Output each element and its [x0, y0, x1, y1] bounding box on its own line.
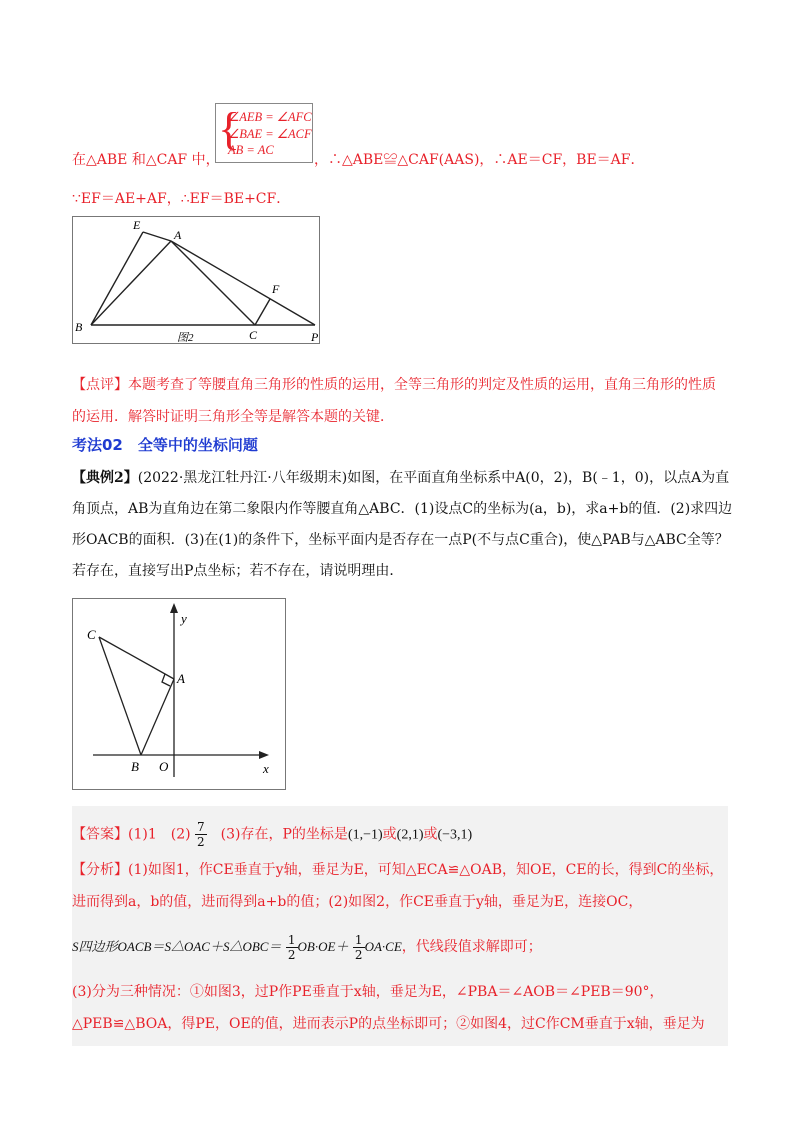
example-line-3: 形OACB的面积．(3)在(1)的条件下，坐标平面内是否存在一点P(不与点C重合)，使△PAB与△ABC全等？ — [72, 532, 729, 548]
formula-mid: OB·OE＋ — [297, 939, 349, 954]
fraction-numerator: 7 — [197, 820, 205, 834]
answer-or-1: 或 — [382, 826, 397, 843]
analysis-line-4: △PEB≌△BOA，得PE，OE的值，进而表示P的点坐标即可；②如图4，过C作CM垂直于x轴，垂足为 — [72, 1016, 705, 1032]
analysis-line-1 — [72, 860, 723, 880]
answer-coord-2: (2,1) — [396, 827, 424, 843]
ef-equation-text: ∵EF＝AE+AF，∴EF＝BE+CF． — [72, 191, 291, 207]
label-a: A — [177, 671, 185, 686]
answer-coord-1: (1,−1) — [347, 827, 383, 843]
label-x: x — [263, 761, 269, 776]
formula-frac1-num: 1 — [287, 932, 296, 947]
section-heading: 考法02 全等中的坐标问题 — [72, 436, 258, 454]
label-p: P — [311, 330, 319, 343]
answer-coord-3: (−3,1) — [437, 827, 473, 843]
formula-fraction-2 — [353, 933, 365, 962]
label-f: F — [272, 282, 280, 296]
congruence-conclusion-text: ，∴△ABE≌△CAF(AAS)，∴AE＝CF，BE＝AF． — [314, 152, 645, 168]
example-line-2: 角顶点，AB为直角边在第二象限内作等腰直角△ABC．(1)设点C的坐标为(a，b)，求a+b的值．(2)求四边 — [72, 501, 733, 517]
analysis-line-3: (3)分为三种情况：①如图3，过P作PE垂直于x轴，垂足为E，∠PBA＝∠AOB＝∠PEB＝90°， — [72, 984, 664, 1000]
analysis-tag: 【分析】 — [72, 862, 128, 878]
comment-text-1: 本题考查了等腰直角三角形的性质的运用，全等三角形的判定及性质的运用，直角三角形的性质 — [128, 377, 716, 393]
x-axis-arrow — [259, 751, 269, 759]
coordinate-figure-frame — [72, 598, 286, 790]
answer-or-2: 或 — [423, 826, 438, 843]
segment-cf — [255, 299, 270, 325]
segment-ca — [99, 637, 174, 679]
answer-part-1: (1)1 (2) — [128, 826, 191, 843]
comment-tag: 【点评】 — [72, 377, 128, 393]
figure-2-diagram — [73, 217, 319, 343]
analysis-line-2: 进而得到a，b的值，进而得到a+b的值；(2)如图2，作CE垂直于y轴，垂足为E，连接OC， — [72, 894, 643, 910]
label-e: E — [133, 218, 141, 232]
label-o: O — [159, 759, 169, 774]
segment-cb — [99, 637, 141, 755]
formula-fraction-1 — [286, 933, 298, 962]
formula-tail: ，代线段值求解即可； — [401, 939, 542, 955]
label-c: C — [249, 328, 258, 342]
analysis-text-1: (1)如图1，作CE垂直于y轴，垂足为E，可知△ECA≌△OAB，知OE，CE的长，得到C的坐标， — [128, 862, 724, 878]
figure-2-frame — [72, 216, 320, 344]
answer-part-3: (3)存在，P的坐标是 — [206, 826, 348, 843]
formula-frac2-num: 1 — [354, 932, 363, 947]
comment-line-2: 的运用．解答时证明三角形全等是解答本题的关键． — [72, 409, 394, 425]
example-tag: 【典例2】 — [72, 470, 138, 486]
coordinate-diagram — [73, 599, 285, 789]
formula-lhs: S四边形OACB＝S△OAC＋S△OBC＝ — [72, 939, 282, 954]
example-text-1: (2022·黑龙江牡丹江·八年级期末)如图，在平面直角坐标系中A(0，2)，B(﹣1，0)，以点A为直 — [137, 470, 730, 486]
area-formula-line — [72, 930, 542, 964]
formula-frac2-den: 2 — [354, 947, 363, 962]
congruence-intro-text: 在△ABE 和△CAF 中， — [72, 152, 220, 168]
segment-ba — [141, 679, 174, 755]
figure-caption: 图2 — [177, 332, 194, 343]
example-line-1 — [72, 468, 729, 488]
label-a: A — [174, 228, 182, 242]
answer-tag: 【答案】 — [72, 826, 128, 843]
example-line-4: 若存在，直接写出P点坐标；若不存在，请说明理由． — [72, 563, 404, 579]
formula-end: OA·CE — [364, 939, 402, 954]
label-c: C — [87, 627, 96, 642]
system-row-3: AB = AC — [228, 143, 274, 157]
formula-frac1-den: 2 — [287, 947, 296, 962]
answer-line — [72, 820, 472, 848]
brace-symbol: { — [218, 103, 241, 154]
segment-ea — [143, 232, 171, 241]
answer-fraction — [195, 820, 207, 849]
fraction-denominator: 2 — [197, 835, 205, 849]
y-axis-arrow — [170, 603, 178, 613]
equation-system — [215, 103, 313, 163]
system-row-2: ∠BAE = ∠ACF — [228, 127, 312, 141]
label-b: B — [131, 759, 139, 774]
system-row-1: ∠AEB = ∠AFC — [228, 110, 312, 124]
comment-line-1 — [72, 375, 716, 395]
label-b: B — [75, 320, 83, 334]
label-y: y — [181, 611, 187, 626]
